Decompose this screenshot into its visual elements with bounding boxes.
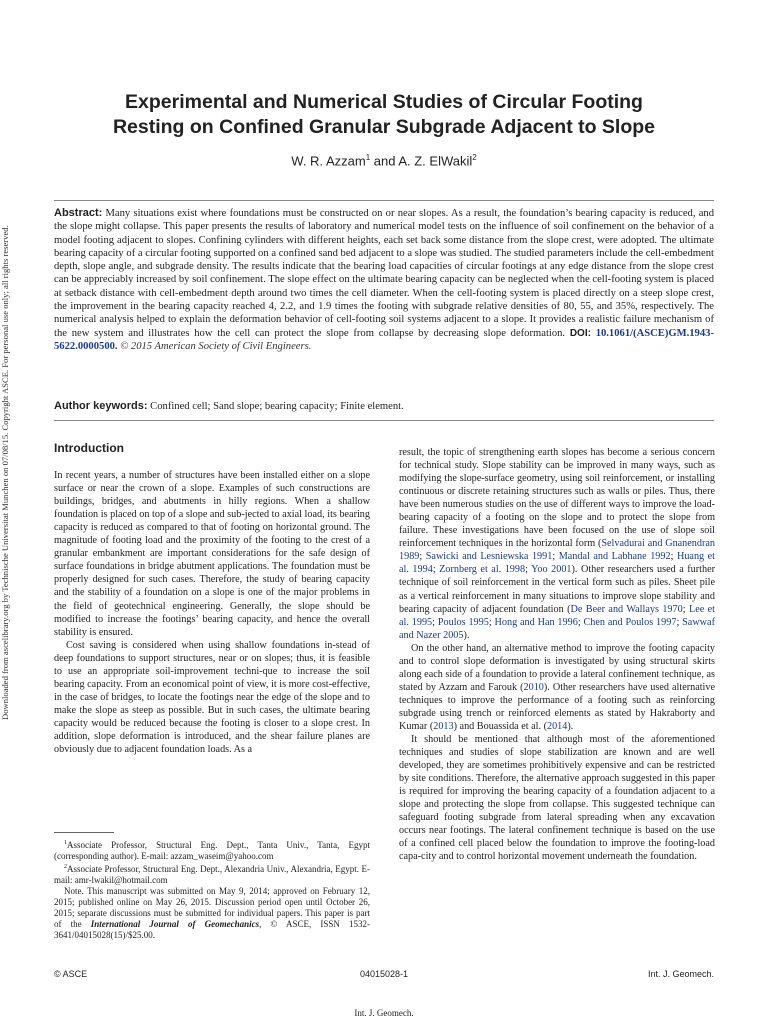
keywords-bottom-rule — [54, 420, 714, 421]
section-heading-introduction: Introduction — [54, 441, 124, 455]
citation-link[interactable]: Sawicki and Lesniewska 1991 — [425, 551, 553, 563]
author-1-affil: 1 — [365, 153, 371, 162]
footnote-2 — [54, 862, 370, 886]
citation-link[interactable]: Lee et al. 1995 — [399, 603, 715, 628]
author-2-affil: 2 — [472, 153, 477, 162]
download-notice — [0, 220, 14, 720]
text-run: ). Other researchers used a further technique of soil reinforcement in the vertical form such as piles. Sheet pile as a vertical reinforcement in many situations to improve slope stability and bearing capacity of adjacent foundation ( — [399, 564, 715, 615]
text-run: ). Other researchers have used alternative techniques to improve the performance of a footing such as reinforcing subgrade using trench or reinforced elements as stated by Hakraborty and Kumar ( — [399, 681, 716, 732]
intro-paragraph-1: In recent years, a number of structures have been installed either on a slope surface or near the crown of a slope. Examples of such constructions are buildings, bridges, and abutments in hilly regions. When a shallow foundation is placed on top of a slope and sub-jected to axial load, its bearing capacity is reduced as compared to that of footing on horizontal ground. The magnitude of footing load and the proximity of the footing to the crest of a granular embankment are important considerations for the safe design of surface foundations in bridge abutment applications. The foundation must be properly designed for such cases. Therefore, the study of bearing capacity and the stability of a foundation on a slope is one of the major problems in the field of geotechnical engineering. Generally, the slope should be modified to increase the footings’ bearing capacity, and hence the overall stability is ensured. — [54, 470, 370, 638]
text-run: result, the topic of strengthening earth slopes has become a serious concern for technical study. Slope stability can be improved in many ways, such as modifying the slope-surface geometry, using soil reinforcement, or installing continuous or discrete retaining structures such as walls or piles. Thus, there have been numerous studies on the use of different ways to improve the load-bearing capacity of a footing on the slope and to protect the slope from failure. These investigations have been focused on the use of slope soil reinforcement techniques in the horizontal form ( — [399, 447, 715, 550]
text-run: ) and Bouassida et al. ( — [453, 720, 547, 732]
title-line-2: Resting on Confined Granular Subgrade Adjacent to Slope — [112, 116, 656, 138]
manuscript-note — [54, 886, 370, 941]
footnote-2-text: Associate Professor, Structural Eng. Dept., Alexandria Univ., Alexandria, Egypt. E-mail: amr-lwakil@hotmail.com — [54, 864, 370, 885]
footnote-1 — [54, 838, 370, 862]
abstract-text: Many situations exist where foundations must be constructed on or near slopes. As a result, the foundation’s bearing capacity is reduced, and the slope might collapse. This paper presents the results of laboratory and numerical model tests on the influence of soil confinement on the behavior of a model footing adjacent to slopes. Confining cylinders with different heights, each set back some distance from the slope crest, were adopted. The ultimate bearing capacity of a circular footing supported on a confined sand bed adjacent to a slope was studied. The studied parameters include the cell-embedment depth, slope angle, and subgrade density. The results indicate that the bearing load capacities of circular footings at any edge distance from the slope crest can be appreciably increased by soil confinement. The slope effect on the ultimate bearing capacity can be neglected when the cell-footing system is placed at setback distance with cell-embedment depth around two times the cell diameter. When the cell-footing system is placed directly on a steep slope crest, the improvement in the bearing capacity reached 4, 2.2, and 1.9 times the footing with subgrade relative densities of 80, 55, and 35%, respectively. The numerical analysis helped to explain the deformation behavior of cell-footing soil systems adjacent to a slope. It provides a realistic failure mechanism of the new system and illustrates how the cell can protect the slope from collapse by decreasing slope deformation. — [54, 208, 714, 339]
note-text: Note. This manuscript was submitted on May 9, 2014; approved on February 12, 2015; published online on May 26, 2015. Discussion period open until October 26, 2015; separate discussions must be submitted for individual papers. This paper is part of the — [54, 886, 370, 929]
left-column — [54, 442, 370, 756]
right-paragraph-3: It should be mentioned that although most of the aforementioned techniques and studies of slope stabilization are known and are well developed, they are sometimes prohibitively expensive and can be restricted by site conditions. Therefore, the alternative approach suggested in this paper is required for improving the bearing capacity of a foundation adjacent to a slope and protecting the slope from collapse. This suggested technique can safeguard footing subgrade from lateral spreading when any excavation occurs near footings. The lateral confinement technique is based on the use of a confined cell placed below the foundation to improve the footing-load capa-city and to control horizontal movement underneath the foundation. — [399, 734, 715, 863]
citation-link[interactable]: Hong and Han 1996 — [494, 616, 578, 628]
author-list — [40, 153, 728, 168]
download-notice-text: Downloaded from ascelibrary.org by Technische Universitat Munchen on 07/08/15. Copyright ASCE. For personal use only; all rights reserved. — [0, 225, 10, 720]
footer-article-number: 04015028-1 — [359, 969, 409, 979]
citation-link[interactable]: Selvadurai and Gnanendran 1989 — [399, 538, 715, 563]
abstract — [54, 207, 714, 353]
footnote-1-text: Associate Professor, Structural Eng. Dept., Tanta Univ., Tanta, Egypt (corresponding author). E-mail: azzam_waseim@yahoo.com — [54, 840, 370, 861]
citation-link[interactable]: 2013 — [433, 720, 454, 732]
text-run: On the other hand, an alternative method to improve the footing capacity and to control slope deformation is investigated by using structural skirts along each side of a foundation to provide a lateral confinement technique, as stated by Azzam and Farouk ( — [399, 642, 715, 693]
right-paragraph-1: result, the topic of strengthening earth slopes has become a serious concern for technical study. Slope stability can be improved in many ways, such as modifying the slope-surface geometry, using soil reinforcement, or installing continuous or discrete retaining structures such as walls or piles. Thus, there have been numerous studies on the use of different ways to improve the load-bearing capacity of a footing on the slope and to protect the slope from failure. These investigations have been focused on the use of slope soil reinforcement techniques in the horizontal form (Selvadurai and Gnanendran 1989; Sawicki and Lesniewska 1991; Mandal and Labhane 1992; Huang et al. 1994; Zornberg et al. 1998; Yoo 2001). Other researchers used a further technique of soil reinforcement in the vertical form such as piles. Sheet pile as a vertical reinforcement in many situations to improve slope stability and bearing capacity of adjacent foundation (De Beer and Wallays 1970; Lee et al. 1995; Poulos 1995; Hong and Han 1996; Chen and Poulos 1997; Sawwaf and Nazer 2005). — [399, 447, 716, 641]
abstract-label: Abstract: — [54, 207, 103, 219]
footnote-1-marker: 1 — [64, 840, 67, 846]
citation-link[interactable]: Mandal and Labhane 1992 — [558, 551, 671, 563]
abstract-copyright: © 2015 American Society of Civil Engineers. — [120, 340, 312, 352]
citation-link[interactable]: Yoo 2001 — [531, 564, 572, 576]
footnote-rule — [54, 832, 114, 833]
right-paragraph-2 — [399, 642, 715, 733]
citation-link[interactable]: Poulos 1995 — [437, 616, 489, 628]
abstract-top-rule — [54, 200, 714, 201]
author-1: W. R. Azzam — [291, 153, 366, 169]
keywords-label: Author keywords: — [54, 400, 148, 412]
note-journal: International Journal of Geomechanics — [90, 919, 260, 929]
note-issn: , © ASCE, ISSN 1532-3641/04015028(15)/$25.00. — [54, 919, 370, 940]
author-connector: and — [370, 153, 399, 169]
text-run: ). — [567, 720, 574, 732]
citation-link[interactable]: 2010 — [523, 681, 544, 693]
footer-journal: Int. J. Geomech. — [647, 969, 714, 979]
paper-title — [40, 90, 728, 140]
citation-link[interactable]: Chen and Poulos 1997 — [583, 616, 677, 628]
footnote-2-marker: 2 — [64, 864, 67, 870]
title-line-1: Experimental and Numerical Studies of Circular Footing — [125, 91, 643, 113]
citation-link[interactable]: Zornberg et al. 1998 — [439, 564, 526, 576]
citation-link[interactable]: 2014 — [546, 720, 568, 732]
footnotes — [54, 838, 370, 941]
text-run: ). — [463, 629, 470, 641]
doi-label: DOI: — [569, 327, 591, 339]
citation-link[interactable]: De Beer and Wallays 1970 — [570, 603, 683, 615]
author-2: A. Z. ElWakil — [398, 153, 473, 169]
right-column — [399, 446, 715, 864]
citation-link[interactable]: Huang et al. 1994 — [399, 551, 716, 576]
doi-link[interactable]: 10.1061/(ASCE)GM.1943-5622.0000500. — [54, 327, 714, 352]
intro-paragraph-2: Cost saving is considered when using shallow foundations in-stead of deep foundations to support structures, near or on slopes; thus, it is feasible to use an appropriate soil-improvement techni-que to increase the soil bearing capacity. From an economical point of view, it is more cost-effective, in the case of bridges, to locate the footings near the edge of the slope and to make the slope as steep as possible. But in such cases, the ultimate bearing capacity would be reduced because the footing is closer to a slope crest. In addition, slope deformation is introduced, and the shear failure planes are obviously due to adjacent foundation loads. As a — [54, 639, 370, 756]
citation-link[interactable]: Sawwaf and Nazer 2005 — [399, 616, 715, 641]
keywords-text: Confined cell; Sand slope; bearing capacity; Finite element. — [150, 401, 404, 412]
bottom-journal-label: Int. J. Geomech. — [354, 1008, 414, 1018]
author-keywords — [54, 400, 714, 413]
footer-publisher: © ASCE — [54, 969, 88, 979]
